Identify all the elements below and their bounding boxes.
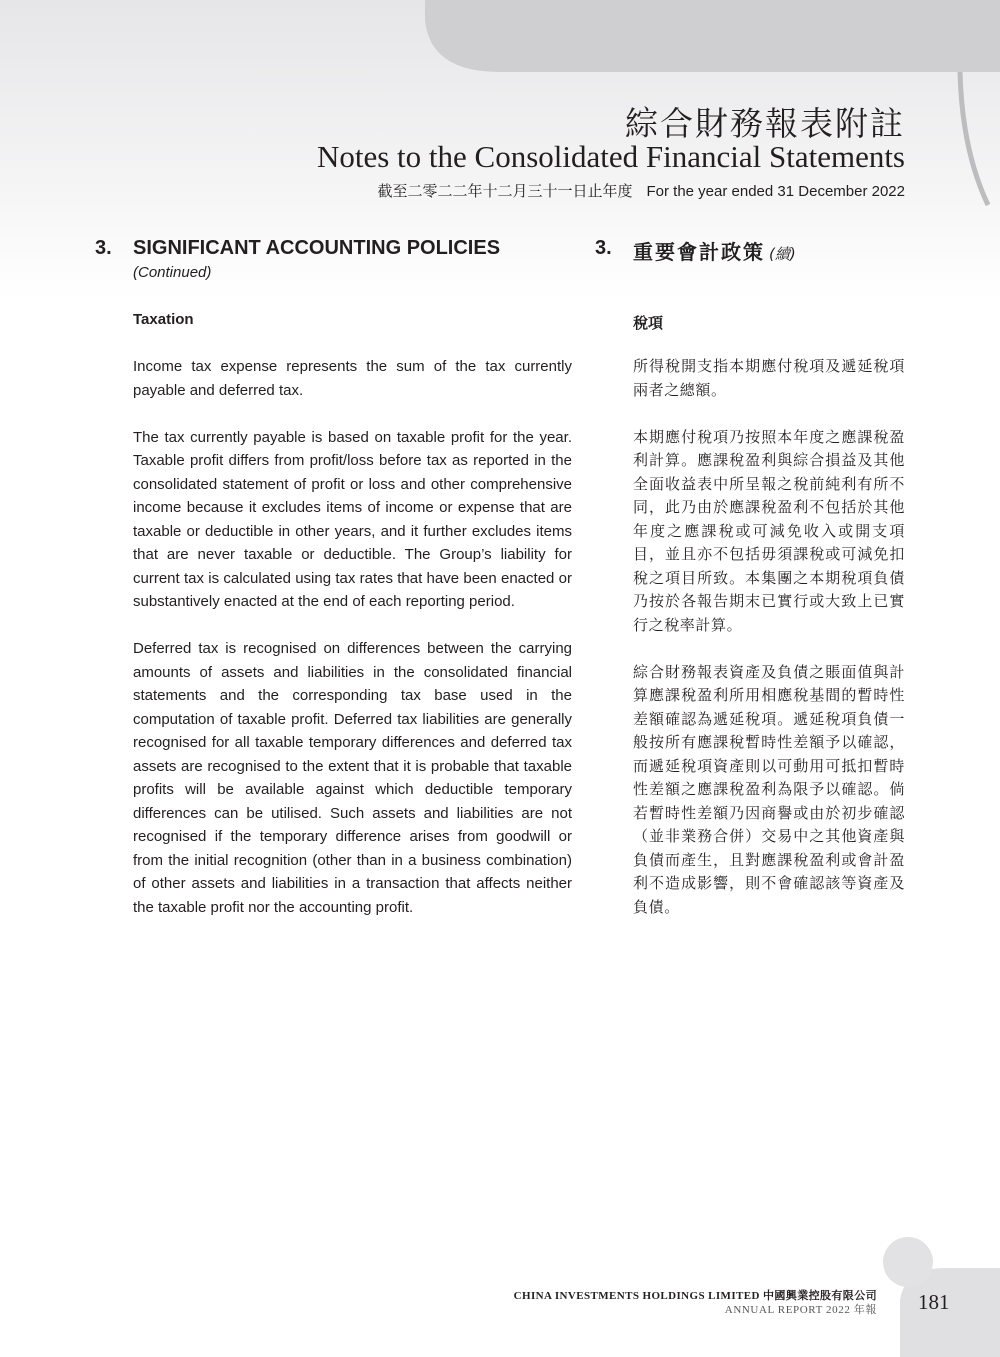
- section-title-zh-text: 重要會計政策: [633, 240, 765, 264]
- section-continued-en: (Continued): [133, 264, 212, 281]
- subheading-taxation-zh: 稅項: [633, 314, 664, 332]
- page-number: 181: [918, 1290, 950, 1314]
- page-header-title-zh: 綜合財務報表附註: [625, 104, 905, 143]
- footer-report: ANNUAL REPORT 2022 年報: [724, 1304, 877, 1316]
- subheading-taxation-en: Taxation: [133, 311, 194, 328]
- paragraph-deferred-tax-zh: 綜合財務報表資產及負債之賬面值與計算應課稅盈利所用相應稅基間的暫時性差額確認為遞延稅項。遞延稅項負債一般按所有應課稅暫時性差額予以確認，而遞延稅項資產則以可動用可抵扣暫時性差額之應課稅盈利為限予以確認。倘若暫時性差額乃因商譽或由於初步確認（並非業務合併）交易中之其他資產與負債而產生，且對應課稅盈利或會計盈利不造成影響，則不會確認該等資產及負債。: [633, 662, 905, 916]
- paragraph-current-tax-zh: 本期應付稅項乃按照本年度之應課稅盈利計算。應課稅盈利與綜合損益及其他全面收益表中所呈報之稅前純利有所不同，此乃由於應課稅盈利不包括於其他年度之應課稅或可減免收入或開支項目，並且亦不包括毋須課稅或可減免扣稅之項目所致。本集團之本期稅項負債乃按於各報告期末已實行或大致上已實行之稅率計算。: [633, 427, 905, 634]
- footer-company-en: CHINA INVESTMENTS HOLDINGS LIMITED: [513, 1290, 760, 1302]
- body-column-zh: [633, 355, 905, 943]
- page-header-period: [377, 180, 905, 201]
- period-zh: 截至二零二二年十二月三十一日止年度: [377, 182, 633, 200]
- section-title-en-text: SIGNIFICANT ACCOUNTING POLICIES: [133, 237, 501, 259]
- section-title-en: [133, 237, 500, 283]
- section-title-zh: [633, 236, 796, 265]
- section-number-zh: 3.: [595, 237, 612, 259]
- paragraph-current-tax-en: The tax currently payable is based on taxable profit for the year. Taxable profit differs from profit/loss before tax as reported in the consolidated statement of profit or loss and other comprehensive income because it excludes items of income or expense that are taxable or deductible in other years, and it further excludes items that are never taxable or deductible. The Group’s liability for current tax is calculated using tax rates that have been enacted or substantively enacted at the end of each reporting period.: [133, 428, 572, 610]
- paragraph-income-tax-zh: 所得稅開支指本期應付稅項及遞延稅項兩者之總額。: [633, 357, 905, 399]
- paragraph-income-tax-en: Income tax expense represents the sum of the tax currently payable and deferred tax.: [133, 358, 572, 399]
- section-number-en: 3.: [95, 237, 112, 259]
- page-header-title-en: Notes to the Consolidated Financial Statements: [316, 139, 905, 174]
- paragraph-deferred-tax-en: Deferred tax is recognised on differences between the carrying amounts of assets and liabilities in the consolidated financial statements and the corresponding tax base used in the computation of taxable profit. Deferred tax liabilities are generally recognised for all taxable temporary differences and deferred tax assets are recognised to the extent that it is probable that taxable profits will be available against which deductible temporary differences can be utilised. Such assets and liabilities are not recognised if the temporary difference arises from goodwill or from the initial recognition (other than in a business combination) of other assets and liabilities in a transaction that affects neither the taxable profit nor the accounting profit.: [133, 640, 572, 916]
- footer-company-zh: 中國興業控股有限公司: [763, 1289, 877, 1302]
- section-continued-zh: (續): [769, 245, 796, 263]
- body-column-en: [133, 355, 572, 943]
- period-en: For the year ended 31 December 2022: [646, 183, 905, 200]
